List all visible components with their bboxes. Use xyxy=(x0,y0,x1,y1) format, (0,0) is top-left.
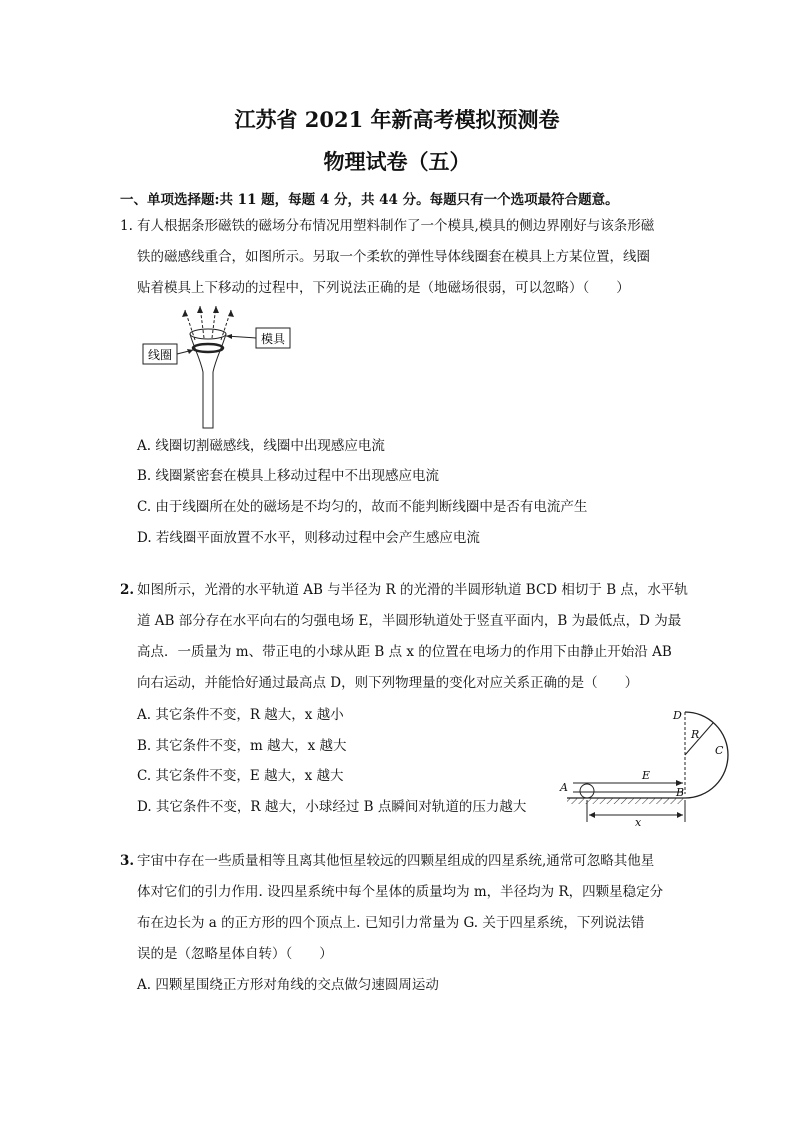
q2-line-1: 如图所示，光滑的水平轨道 AB 与半径为 R 的光滑的半圆形轨道 BCD 相切于 B 点，水平轨 xyxy=(137,582,688,598)
label-mold: 模具 xyxy=(261,332,286,346)
q3-line-1: 宇宙中存在一些质量相等且离其他恒星较远的四颗星组成的四星系统,通常可忽略其他星 xyxy=(137,853,655,869)
q2-option-c: C. 其它条件不变，E 越大，x 越大 xyxy=(137,768,344,784)
q3-line-3: 布在边长为 a 的正方形的四个顶点上. 已知引力常量为 G. 关于四星系统，下列说法错 xyxy=(137,915,645,931)
exam-title: 江苏省 2021 年新高考模拟预测卷 xyxy=(234,107,560,132)
q3-line-2: 体对它们的引力作用. 设四星系统中每个星体的质量均为 m，半径均为 R，四颗星稳定分 xyxy=(137,884,664,900)
q2-option-a: A. 其它条件不变，R 越大，x 越小 xyxy=(137,707,344,723)
label-a: A xyxy=(560,781,568,794)
q2-line-4: 向右运动，并能恰好通过最高点 D，则下列物理量的变化对应关系正确的是（ ） xyxy=(137,675,639,691)
q2-number: 2. xyxy=(120,582,135,598)
q1-line-3: 贴着模具上下移动的过程中，下列说法正确的是（地磁场很弱，可以忽略）（ ） xyxy=(137,280,630,296)
q3-option-a: A. 四颗星围绕正方形对角线的交点做匀速圆周运动 xyxy=(137,977,439,993)
q2-figure-track xyxy=(555,700,755,828)
q1-line-2: 铁的磁感线重合，如图所示。另取一个柔软的弹性导体线圈套在模具上方某位置，线圈 xyxy=(137,249,650,265)
q1-option-b: B. 线圈紧密套在模具上移动过程中不出现感应电流 xyxy=(137,468,440,484)
label-b: B xyxy=(676,786,685,799)
label-d: D xyxy=(673,709,682,722)
q3-line-4: 误的是（忽略星体自转）（ ） xyxy=(137,946,333,962)
q2-line-2: 道 AB 部分存在水平向右的匀强电场 E，半圆形轨道处于竖直平面内，B 为最低点，D 为最 xyxy=(137,613,682,629)
label-r: R xyxy=(691,728,700,741)
exam-subtitle: 物理试卷（五） xyxy=(323,149,471,174)
q3-number: 3. xyxy=(120,853,135,869)
q2-line-3: 高点．一质量为 m、带正电的小球从距 B 点 x 的位置在电场力的作用下由静止开始沿 AB xyxy=(137,644,672,660)
q1-number: 1. xyxy=(120,218,133,234)
q1-line-1: 有人根据条形磁铁的磁场分布情况用塑料制作了一个模具,模具的侧边界刚好与该条形磁 xyxy=(137,218,655,234)
q1-option-d: D. 若线圈平面放置不水平，则移动过程中会产生感应电流 xyxy=(137,530,480,546)
ground-hatch xyxy=(567,798,685,804)
q1-option-c: C. 由于线圈所在处的磁场是不均匀的，故而不能判断线圈中是否有电流产生 xyxy=(137,499,588,515)
section-heading: 一、单项选择题:共 11 题，每题 4 分，共 44 分。每题只有一个选项最符合题意。 xyxy=(120,192,619,208)
q2-option-d: D. 其它条件不变，R 越大，小球经过 B 点瞬间对轨道的压力越大 xyxy=(137,799,527,815)
label-coil: 线圈 xyxy=(148,348,173,362)
q2-option-b: B. 其它条件不变，m 越大，x 越大 xyxy=(137,738,347,754)
label-c: C xyxy=(715,744,724,757)
q1-figure-mold xyxy=(138,300,298,432)
label-x: x xyxy=(635,816,642,828)
q1-option-a: A. 线圈切割磁感线，线圈中出现感应电流 xyxy=(137,438,385,454)
label-e: E xyxy=(642,769,651,782)
